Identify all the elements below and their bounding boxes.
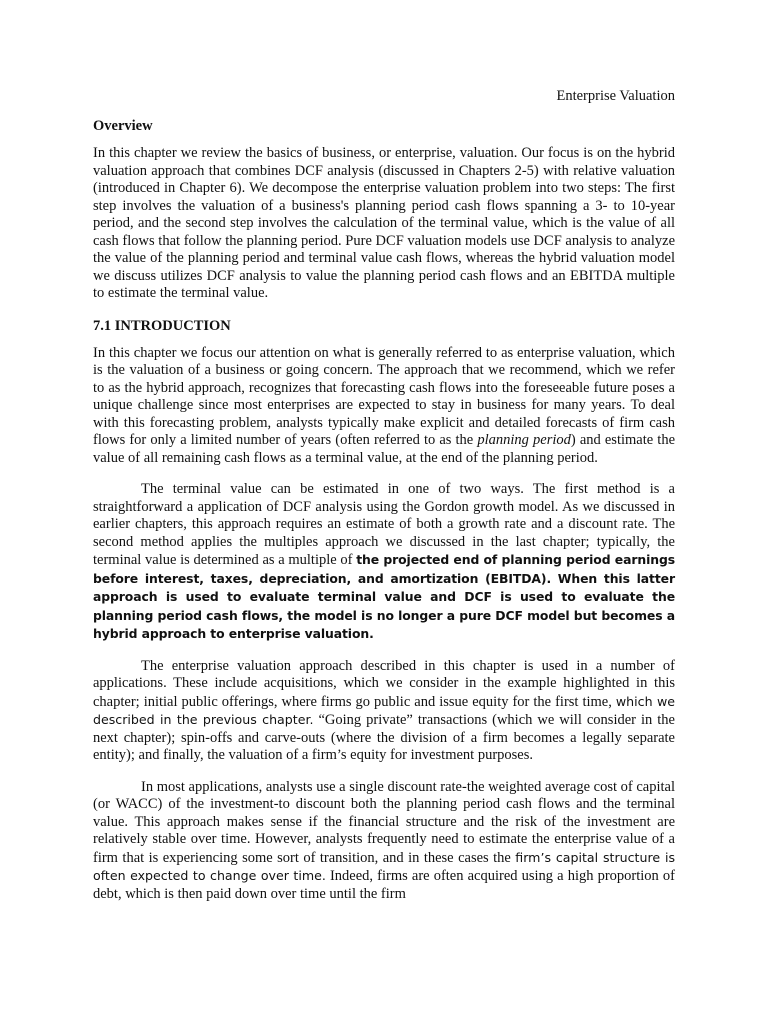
running-header: Enterprise Valuation [556,88,675,104]
intro-paragraph-4 [93,779,675,904]
intro-paragraph-3 [93,658,675,765]
overview-paragraph: In this chapter we review the basics of business, or enterprise, valuation. Our focus is on the hybrid valuation approach that combines DCF analysis (discussed in Chapters 2-5) with relative valuation (introduced in Chapter 6). We decompose the enterprise valuation problem into two steps: The first step involves the valuation of a business's planning period cash flows spanning a 3- to 10-year period, and the second step involves the calculation of the terminal value, which is the value of all cash flows that follow the planning period. Pure DCF valuation models use DCF analysis to analyze the value of the planning period and terminal value cash flows, whereas the hybrid valuation model we discuss utilizes DCF analysis to value the planning period cash flows and an EBITDA multiple to estimate the terminal value. [93,145,675,301]
intro-p4-text-end: Indeed, firms are often acquired using a high proportion of debt, which is then paid down over time until the firm [93,868,675,902]
intro-p1-italic-term: planning period [477,432,571,448]
intro-p3-text-start: The enterprise valuation approach described in this chapter is used in a number of applications. These include acquisitions, which we consider in the example highlighted in this chapter; initial public offerings, where firms go public and issue equity for the first time, [93,657,675,710]
overview-heading: Overview [93,118,153,134]
intro-p4-text-start: In most applications, analysts use a single discount rate-the weighted average cost of capital (or WACC) of the investment-to discount both the planning period cash flows and the terminal value. This approach makes sense if the financial structure and the risk of the investment are relatively stable over time. However, analysts frequently need to estimate the enterprise value of a firm that is experiencing some sort of transition, and in these cases the [93,778,675,866]
section-heading-introduction: 7.1 INTRODUCTION [93,317,231,334]
page-body [93,117,675,917]
intro-p2-text: The terminal value can be estimated in one of two ways. The first method is a straightforward a application of DCF analysis using the Gordon growth model. As we discussed in earlier chapters, this approach requires an estimate of both a growth rate and a discount rate. The second method applies the multiples approach we discussed in the last chapter; typically, the terminal value is determined as a multiple of [93,481,675,568]
intro-paragraph-1 [93,345,675,468]
intro-p4-sans-text: firm’s capital structure is often expected to change over time. [93,849,676,883]
intro-p1-text-start: In this chapter we focus our attention on what is generally referred to as enterprise valuation, which is the valuation of a business or going concern. The approach that we recommend, which we refer to as the hybrid approach, recognizes that forecasting cash flows into the foreseeable future poses a unique challenge since most enterprises are expected to stay in business for many years. To deal with this forecasting problem, analysts typically make explicit and detailed forecasts of firm cash flows for only a limited number of years (often referred to as the [93,344,675,448]
intro-p3-sans-text: which we described in the previous chapter. [93,693,675,727]
intro-p3-text-end: “Going private” transactions (which we will consider in the next chapter); spin-offs and carve-outs (where the division of a firm becomes a legally separate entity); and finally, the valuation of a firm’s equity for investment purposes. [93,712,675,763]
intro-p1-text-end: ) and estimate the value of all remaining cash flows as a terminal value, at the end of the planning period. [93,432,676,466]
intro-paragraph-2 [93,481,675,644]
intro-p2-bold-text: the projected end of planning period earnings before interest, taxes, depreciation, and amortization (EBITDA). When this latter approach is used to evaluate terminal value and DCF is used to evaluate the planning period cash flows, the model is no longer a pure DCF model but becomes a hybrid approach to enterprise valuation. [93,552,675,641]
